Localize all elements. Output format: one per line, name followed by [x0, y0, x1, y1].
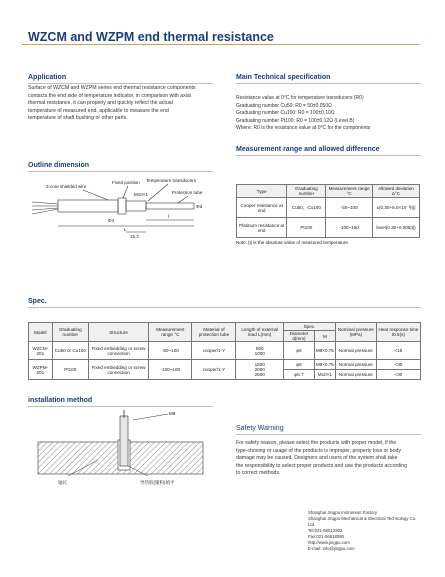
table-cell: Cu50、Cu100: [287, 198, 326, 218]
spec-col-spec: Spec.: [284, 323, 336, 331]
label-protection-tube: Protection tube: [172, 190, 203, 195]
table-cell: φ6: [284, 360, 315, 370]
table-cell: -100~100: [149, 360, 192, 380]
safety-rule: [236, 434, 421, 435]
table-cell: Fixed embedding or screw connection: [88, 360, 148, 380]
label-l: l: [168, 214, 169, 219]
table-cell: ±(0.30+6.0×10⁻³|t|): [372, 198, 419, 218]
measurement-rule: [236, 155, 421, 156]
table-cell: Platinum resistance at end: [237, 218, 287, 238]
footer-line: Shanghai Jingpu Mechanical & Electrical Technology Co. Ltd.: [308, 516, 417, 527]
table-row: [237, 218, 420, 238]
spec-col-material: Material of protection tube: [192, 323, 236, 342]
footer-line: Shanghai Jingpu Instrument Factory: [308, 510, 378, 515]
label-thread: M10×1: [134, 192, 148, 197]
table-cell: cooper/1-Y: [192, 342, 236, 360]
main-spec-text: [236, 95, 426, 133]
label-dia-d: Φd: [196, 204, 203, 209]
table-cell: -50~100: [326, 198, 373, 218]
spec-col-graduating: Graduating number: [52, 323, 88, 342]
leader-top: [133, 414, 168, 420]
label-top: M8: [169, 411, 176, 416]
table-cell: -50~100: [149, 342, 192, 360]
label-left: 轴瓦: [58, 480, 67, 485]
measurement-table: [236, 184, 420, 238]
application-line: contacts the end side of temperature indicator, in comparison with axial: [28, 92, 191, 99]
table-cell: <15: [376, 342, 420, 360]
thread-section: [126, 201, 146, 211]
application-line: thermal resistance, it can properly and quickly reflect the actual: [28, 100, 173, 107]
table-cell: WZPM-201: [29, 360, 53, 380]
safety-line: damage may be caused. Designers and users of the system shall take: [236, 455, 398, 462]
spec-col-model: Model: [29, 323, 53, 342]
installation-drawing: [28, 410, 213, 490]
spec-col-range: Measurement range °C: [149, 323, 192, 342]
outline-heading: Outline dimension: [28, 162, 90, 169]
spec-rule: [28, 307, 421, 308]
safety-line: the responsibility to select proper products and use the products according: [236, 462, 407, 469]
table-cell: Fixed embedding or screw connection: [88, 342, 148, 360]
main-spec-heading: Main Technical specification: [236, 74, 331, 81]
table-cell: Normal pressure: [335, 370, 376, 380]
footer-line[interactable]: http://www.jingpu.com: [308, 540, 350, 545]
installation-rule: [28, 406, 213, 407]
shielded-wire-body: [58, 200, 118, 212]
label-dia-b: Φ4: [108, 218, 115, 223]
measurement-note: Note: |t| is the absolute value of measured temperature.: [236, 240, 350, 245]
spec-col-length: Length of external lead L(mm): [236, 323, 284, 342]
application-line: temperature of measured end, applicable to measure the end: [28, 107, 169, 114]
mt-col-graduating: Graduating number: [287, 185, 326, 198]
table-cell: Normal pressure: [335, 360, 376, 370]
spec-line: Resistance value at 0°C for temperature transducers (R0): [236, 95, 364, 101]
title-rule: [22, 44, 420, 45]
main-spec-rule: [236, 83, 421, 84]
table-cell: M10×1: [314, 370, 335, 380]
safety-line: For safety reason, please select the products with proper model, if the: [236, 440, 397, 446]
table-row: [29, 342, 421, 360]
sensor-body: [120, 416, 128, 466]
table-cell: M8×0.75: [314, 360, 335, 370]
table-cell: Pt100: [52, 360, 88, 380]
spec-table: [28, 322, 421, 380]
mt-col-type: Type: [237, 185, 287, 198]
spec-col-structure: Structure: [88, 323, 148, 342]
table-cell: Pt100: [287, 218, 326, 238]
table-cell: Normal pressure: [335, 342, 376, 360]
outline-drawing: [28, 176, 218, 246]
table-cell: -100~150: [326, 218, 373, 238]
application-heading: Application: [28, 74, 67, 81]
fixed-position-nut: [118, 198, 126, 214]
footer-line: Tel:021-56612902: [308, 528, 343, 533]
footer-line[interactable]: E-mail: info@jingpu.com: [308, 546, 355, 551]
application-text: [28, 85, 228, 123]
table-row: [237, 198, 420, 218]
measurement-heading: Measurement range and allowed difference: [236, 146, 380, 153]
length-value: 2500: [254, 372, 265, 377]
label-core-wire: 3-core shielded wire: [46, 184, 87, 189]
leader-transducer: [148, 184, 168, 201]
protection-tube: [146, 203, 194, 209]
mt-col-deviation: Allowed deviation Δ°C: [372, 185, 419, 198]
length-value: 1500: [254, 362, 265, 367]
label-temp-transducer: Temperature transducers: [146, 178, 197, 183]
table-cell: <30: [376, 360, 420, 370]
spec-line: Graduating number Cu50: R0 = 50±0.050Ω: [236, 102, 332, 109]
table-row: [29, 360, 421, 370]
page-title: WZCM and WZPM end thermal resistance: [28, 30, 274, 44]
measurement-table-wrap: [236, 184, 420, 245]
application-line: Surface of WZCM and WZPM series end thermal resistance components: [28, 85, 196, 91]
length-value: 2000: [254, 367, 265, 372]
label-15: 15.3: [130, 234, 139, 239]
spec-col-pressure: Nominal pressure (MPa): [335, 323, 376, 342]
leader-core: [83, 190, 108, 200]
label-right: 导热胶(银粉)填平: [140, 480, 175, 485]
safety-text: [236, 440, 426, 478]
length-value: 1000: [254, 350, 265, 356]
table-cell: <30: [376, 370, 420, 380]
spec-col-response: Heat response time t0.5(s): [376, 323, 420, 342]
table-cell: Cu50 or Cu100: [52, 342, 88, 360]
spec-line: Where: R0 is the resistance value at 0°C for the components: [236, 125, 371, 131]
outline-rule: [28, 171, 213, 172]
spec-col-m: M: [314, 331, 335, 342]
table-cell: M8×0.75: [314, 342, 335, 360]
spec-line: Graduating number Pt100: R0 = 100±0.12Ω (Level B): [236, 117, 355, 124]
spec-heading: Spec.: [28, 298, 47, 305]
safety-line: type-chosing or usage of the products is improper, property loss or body: [236, 447, 401, 454]
application-line: temperature of shaft bushing or other parts.: [28, 115, 128, 122]
length-value: 500: [255, 345, 264, 351]
table-cell: φ6: [284, 342, 315, 360]
table-cell: cooper/1-Y: [192, 360, 236, 380]
table-cell: φ6.7: [284, 370, 315, 380]
footer-contact: [308, 510, 423, 552]
table-cell: WZCM-201: [29, 342, 53, 360]
leader-fixed: [123, 186, 128, 198]
lead-wires: [32, 202, 58, 214]
installation-heading: installation method: [28, 397, 93, 404]
footer-line: Fax:021-56618080: [308, 534, 345, 539]
table-cell: [236, 360, 284, 380]
leader-tube: [178, 196, 188, 203]
label-length: L: [124, 227, 127, 232]
table-cell: [236, 342, 284, 360]
safety-line: to correct methods.: [236, 470, 281, 477]
application-rule: [28, 83, 213, 84]
spec-col-diameter: Diameter d(mm): [284, 331, 315, 342]
mt-col-range: Measurement range °C: [326, 185, 373, 198]
spec-table-wrap: [28, 322, 421, 380]
label-fixed-position: Fixed position: [112, 180, 140, 185]
table-cell: Cooper resistance at end: [237, 198, 287, 218]
table-cell: level(0.30+0.005|t|): [372, 218, 419, 238]
spec-line: Graduating number Cu100: R0 = 100±0.10Ω: [236, 110, 335, 116]
safety-heading: Safety Warning: [236, 425, 284, 432]
